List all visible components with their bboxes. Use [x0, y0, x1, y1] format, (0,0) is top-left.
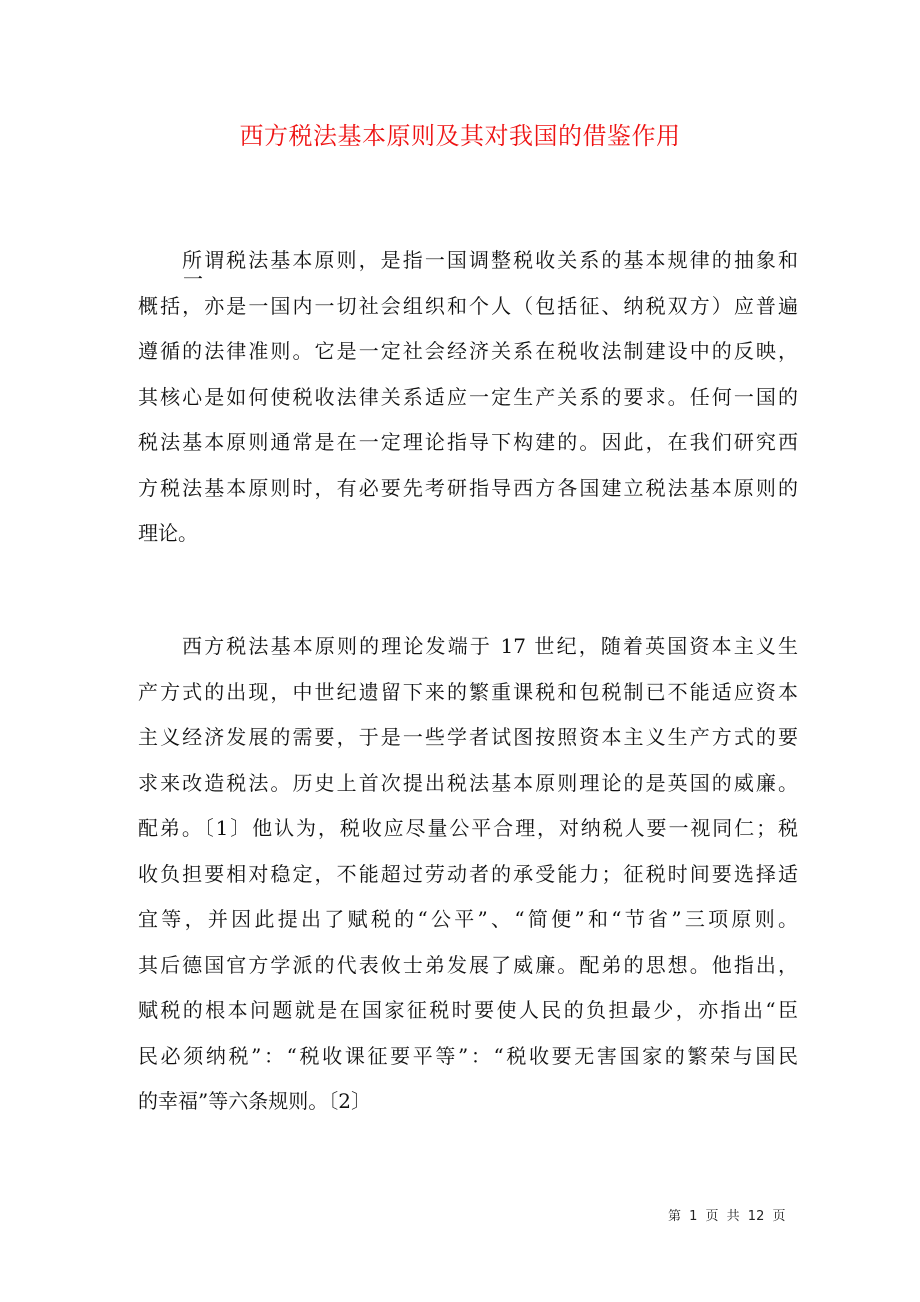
paragraph-line: 税法基本原则通常是在一定理论指导下构建的。因此，在我们研究西: [138, 430, 798, 454]
paragraph-line: 遵循的法律准则。它是一定社会经济关系在税收法制建设中的反映，: [138, 339, 798, 363]
paragraph-line: 的幸福”等六条规则。〔2〕: [138, 1089, 371, 1113]
paragraph-line: 民必须纳税”：“税收课征要平等”：“税收要无害国家的繁荣与国民: [138, 1043, 798, 1068]
paragraph-line: 概括，亦是一国内一切社会组织和个人（包括征、纳税双方）应普遍: [138, 293, 798, 318]
paragraph-line: 赋税的根本问题就是在国家征税时要使人民的负担最少，亦指出“臣: [138, 998, 798, 1022]
paragraph-line: 主义经济发展的需要，于是一些学者试图按照资本主义生产方式的要: [138, 725, 798, 749]
paragraph-line: 配弟。〔1〕他认为，税收应尽量公平合理，对纳税人要一视同仁；税: [138, 816, 798, 840]
section-marker: 一: [183, 267, 203, 291]
paragraph-1: [138, 238, 798, 557]
paragraph-line: 西方税法基本原则的理论发端于 17 世纪，随着英国资本主义生: [182, 634, 798, 658]
paragraph-line: 求来改造税法。历史上首次提出税法基本原则理论的是英国的威廉。: [138, 770, 798, 795]
paragraph-2: [138, 624, 798, 1125]
paragraph-line: 理论。: [138, 521, 198, 545]
paragraph-line: 产方式的出现，中世纪遗留下来的繁重课税和包税制已不能适应资本: [138, 679, 798, 704]
document-title: 西方税法基本原则及其对我国的借鉴作用: [239, 122, 681, 150]
paragraph-line: 方税法基本原则时，有必要先考研指导西方各国建立税法基本原则的: [138, 475, 798, 500]
paragraph-line: 收负担要相对稳定，不能超过劳动者的承受能力；征税时间要选择适: [138, 861, 798, 886]
page-number-footer: 第 1 页 共 12 页: [668, 1209, 786, 1224]
paragraph-line: 其后德国官方学派的代表攸士弟发展了威廉。配弟的思想。他指出，: [138, 952, 798, 977]
paragraph-line: 其核心是如何使税收法律关系适应一定生产关系的要求。任何一国的: [138, 384, 798, 409]
paragraph-line: 宜等，并因此提出了赋税的“公平”、“简便”和“节省”三项原则。: [138, 907, 798, 931]
paragraph-line: 所谓税法基本原则，是指一国调整税收关系的基本规律的抽象和: [182, 248, 798, 272]
